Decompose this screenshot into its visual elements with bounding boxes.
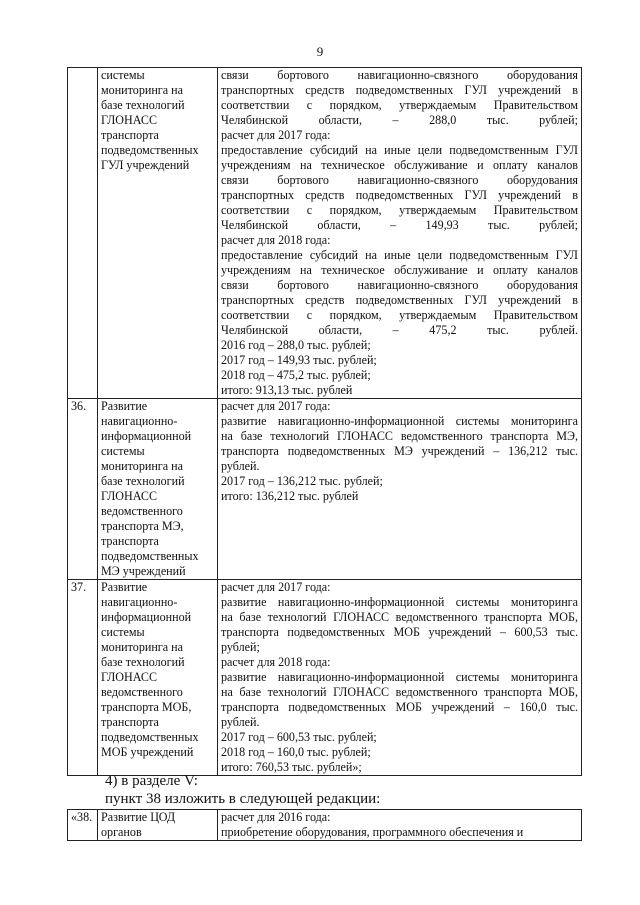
text-line: соответствии с порядком, утверждаемым Правительством [221, 98, 578, 112]
text-line: навигационно- [101, 414, 178, 428]
text-line: транспортных средств подведомственных ГУЛ учреждений в [221, 293, 578, 307]
table-row-37 [68, 580, 582, 776]
text-line: соответствии с порядком, утверждаемым Правительством [221, 203, 578, 217]
text-line: 2017 год – 600,53 тыс. рублей; [221, 730, 377, 744]
text-line: подведомственных [101, 549, 199, 563]
text-line: МЭ учреждений [101, 564, 186, 578]
text-lines [221, 580, 578, 775]
table-row-38 [68, 810, 582, 841]
text-line: 2016 год – 288,0 тыс. рублей; [221, 338, 371, 352]
table-row-continuation [68, 68, 582, 399]
calculation-cell [218, 810, 582, 841]
name-lines [101, 580, 214, 760]
calculation-cell [218, 399, 582, 580]
text-line: транспорта подведомственных МЭ учреждений – 136,212 тыс. [221, 444, 578, 458]
measure-name-cell [98, 580, 218, 776]
text-line: итого: 760,53 тыс. рублей»; [221, 760, 362, 774]
text-line: Челябинской области, – 288,0 тыс. рублей; [221, 113, 578, 127]
text-line: базе технологий [101, 655, 185, 669]
text-line: базе технологий [101, 474, 185, 488]
text-line: 2017 год – 149,93 тыс. рублей; [221, 353, 377, 367]
text-line: транспортных средств подведомственных ГУЛ учреждений в [221, 188, 578, 202]
text-line: предоставление субсидий на иные цели подведомственным ГУЛ [221, 143, 578, 157]
page-number: 9 [316, 44, 324, 59]
name-lines [101, 810, 214, 840]
text-line: ГЛОНАСС [101, 489, 158, 503]
text-line: Развитие [101, 580, 148, 594]
text-line: расчет для 2017 года: [221, 580, 331, 594]
text-line: транспорта МЭ, [101, 519, 184, 533]
text-line: расчет для 2018 года: [221, 655, 331, 669]
text-line: учреждениям на техническое обслуживание и оплату каналов [221, 158, 578, 172]
text-line: транспорта МОБ, [101, 700, 192, 714]
name-lines [101, 68, 214, 173]
text-line: связи бортового навигационно-связного оборудования [221, 68, 578, 82]
text-line: развитие навигационно-информационной системы мониторинга [221, 595, 578, 609]
text-lines [221, 399, 578, 504]
text-line: ведомственного [101, 685, 183, 699]
text-line: расчет для 2017 года: [221, 399, 331, 413]
text-lines [221, 68, 578, 398]
text-line: навигационно- [101, 595, 178, 609]
text-line: мониторинга на [101, 640, 183, 654]
text-line: транспорта [101, 715, 159, 729]
row-number-cell: «38. [68, 810, 98, 841]
text-line: расчет для 2018 года: [221, 233, 331, 247]
text-line: Развитие ЦОД [101, 810, 176, 824]
text-line: приобретение оборудования, программного обеспечения и [221, 825, 524, 839]
new-item-table [67, 809, 582, 841]
text-line: ГЛОНАСС [101, 113, 158, 127]
text-lines [221, 810, 578, 840]
text-line: органов [101, 825, 142, 839]
text-line: ведомственного [101, 504, 183, 518]
text-line: 2017 год – 136,212 тыс. рублей; [221, 474, 383, 488]
text-line: ГУЛ учреждений [101, 158, 190, 172]
calculation-cell [218, 68, 582, 399]
measure-name-cell [98, 68, 218, 399]
text-line: расчет для 2016 года: [221, 810, 331, 824]
text-line: транспортных средств подведомственных ГУЛ учреждений в [221, 83, 578, 97]
text-line: рублей. [221, 715, 260, 729]
text-line: МОБ учреждений [101, 745, 194, 759]
text-line: системы [101, 625, 145, 639]
text-line: мониторинга на [101, 459, 183, 473]
text-line: предоставление субсидий на иные цели подведомственным ГУЛ [221, 248, 578, 262]
amendment-instruction: пункт 38 изложить в следующей редакции: [105, 791, 381, 807]
text-line: итого: 136,212 тыс. рублей [221, 489, 359, 503]
text-line: ГЛОНАСС [101, 670, 158, 684]
row-number-cell: 37. [68, 580, 98, 776]
text-line: системы [101, 444, 145, 458]
text-line: на базе технологий ГЛОНАСС ведомственного транспорта МЭ, [221, 429, 578, 443]
table-row-36 [68, 399, 582, 580]
text-line: системы [101, 68, 145, 82]
text-line: мониторинга на [101, 83, 183, 97]
text-line: Челябинской области, – 149,93 тыс. рублей; [221, 218, 578, 232]
text-line: 2018 год – 475,2 тыс. рублей; [221, 368, 371, 382]
text-line: информационной [101, 429, 192, 443]
text-line: транспорта подведомственных МОБ учреждений – 600,53 тыс. [221, 625, 578, 639]
text-line: подведомственных [101, 143, 199, 157]
text-line: рублей. [221, 459, 260, 473]
text-line: Челябинской области, – 475,2 тыс. рублей. [221, 323, 578, 337]
text-line: транспорта [101, 534, 159, 548]
calculation-cell [218, 580, 582, 776]
row-number-cell: 36. [68, 399, 98, 580]
text-line: информационной [101, 610, 192, 624]
text-line: развитие навигационно-информационной системы мониторинга [221, 414, 578, 428]
text-line: подведомственных [101, 730, 199, 744]
text-line: базе технологий [101, 98, 185, 112]
text-line: соответствии с порядком, утверждаемым Правительством [221, 308, 578, 322]
budget-table [67, 67, 582, 776]
measure-name-cell [98, 399, 218, 580]
text-line: на базе технологий ГЛОНАСС ведомственного транспорта МОБ, [221, 610, 578, 624]
text-line: на базе технологий ГЛОНАСС ведомственного транспорта МОБ, [221, 685, 578, 699]
text-line: транспорта [101, 128, 159, 142]
amendment-item: 4) в разделе V: [105, 773, 198, 789]
measure-name-cell [98, 810, 218, 841]
row-number-cell [68, 68, 98, 399]
text-line: связи бортового навигационно-связного оборудования [221, 173, 578, 187]
text-line: расчет для 2017 года: [221, 128, 331, 142]
text-line: развитие навигационно-информационной системы мониторинга [221, 670, 578, 684]
text-line: учреждениям на техническое обслуживание и оплату каналов [221, 263, 578, 277]
text-line: Развитие [101, 399, 148, 413]
text-line: итого: 913,13 тыс. рублей [221, 383, 353, 397]
text-line: связи бортового навигационно-связного оборудования [221, 278, 578, 292]
text-line: рублей; [221, 640, 260, 654]
text-line: 2018 год – 160,0 тыс. рублей; [221, 745, 371, 759]
text-line: транспорта подведомственных МОБ учреждений – 160,0 тыс. [221, 700, 578, 714]
name-lines [101, 399, 214, 579]
